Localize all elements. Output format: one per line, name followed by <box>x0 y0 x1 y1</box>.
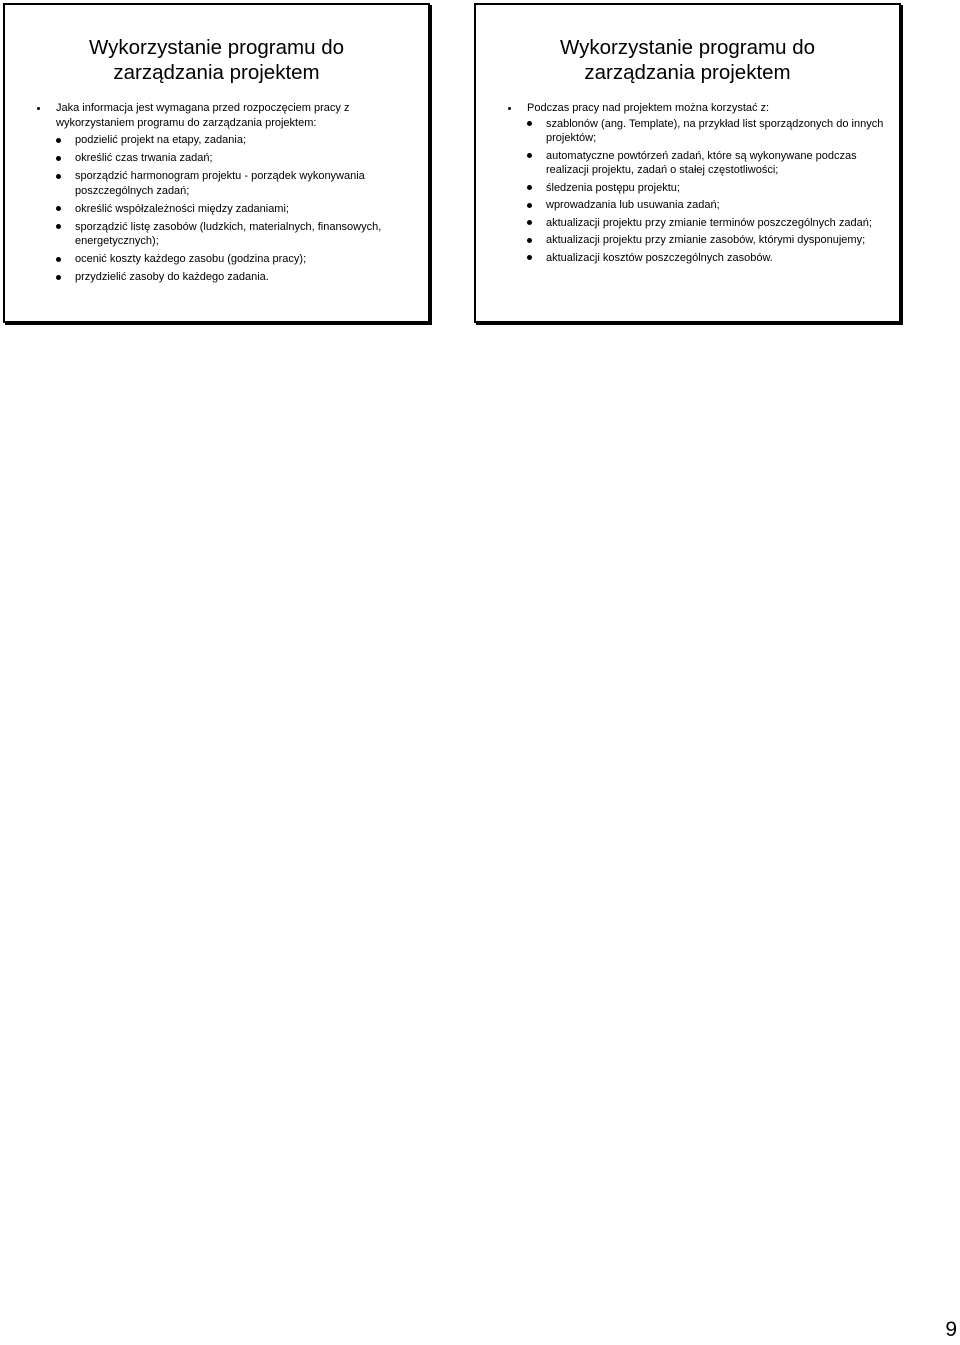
sub-list <box>527 117 885 266</box>
slide-2 <box>474 3 901 323</box>
list-item: aktualizacji projektu przy zmianie terminów poszczególnych zadań; <box>508 216 885 231</box>
list-item: określić współzależności między zadaniami; <box>37 202 414 217</box>
list-item: sporządzić listę zasobów (ludzkich, materialnych, finansowych, energetycznych); <box>37 220 414 249</box>
slide-1 <box>3 3 430 323</box>
list-item: aktualizacji kosztów poszczególnych zasobów. <box>508 251 885 266</box>
list-item: określić czas trwania zadań; <box>37 151 414 166</box>
slide-title-line-1: Wykorzystanie programu do <box>88 36 345 59</box>
slide-body <box>508 101 885 268</box>
slide-title-line-2: zarządzania projektem <box>584 61 791 84</box>
slide-title <box>476 35 899 85</box>
list-item: wprowadzania lub usuwania zadań; <box>508 198 885 213</box>
list-item <box>37 101 414 285</box>
intro-text: Jaka informacja jest wymagana przed rozpoczęciem pracy z wykorzystaniem programu do zarządzania projektem: <box>56 102 350 129</box>
sub-list <box>56 133 414 285</box>
intro-text: Podczas pracy nad projektem można korzystać z: <box>527 102 770 114</box>
slide-title-line-1: Wykorzystanie programu do <box>559 36 816 59</box>
list-item: automatyczne powtórzeń zadań, które są wykonywane podczas realizacji projektu, zadań o stałej częstotliwości; <box>508 149 885 178</box>
slide-title-line-2: zarządzania projektem <box>113 61 320 84</box>
list-item: podzielić projekt na etapy, zadania; <box>37 133 414 148</box>
list-item: sporządzić harmonogram projektu - porządek wykonywania poszczególnych zadań; <box>37 169 414 198</box>
list-item <box>508 101 885 265</box>
list-item: szablonów (ang. Template), na przykład list sporządzonych do innych projektów; <box>508 117 885 146</box>
page-number: 9 <box>945 1318 957 1341</box>
slide-title <box>5 35 428 85</box>
list-item: przydzielić zasoby do każdego zadania. <box>37 270 414 285</box>
list-item: aktualizacji projektu przy zmianie zasobów, którymi dysponujemy; <box>508 233 885 248</box>
list-item: śledzenia postępu projektu; <box>508 181 885 196</box>
list-item: ocenić koszty każdego zasobu (godzina pracy); <box>37 252 414 267</box>
slide-body <box>37 101 414 288</box>
